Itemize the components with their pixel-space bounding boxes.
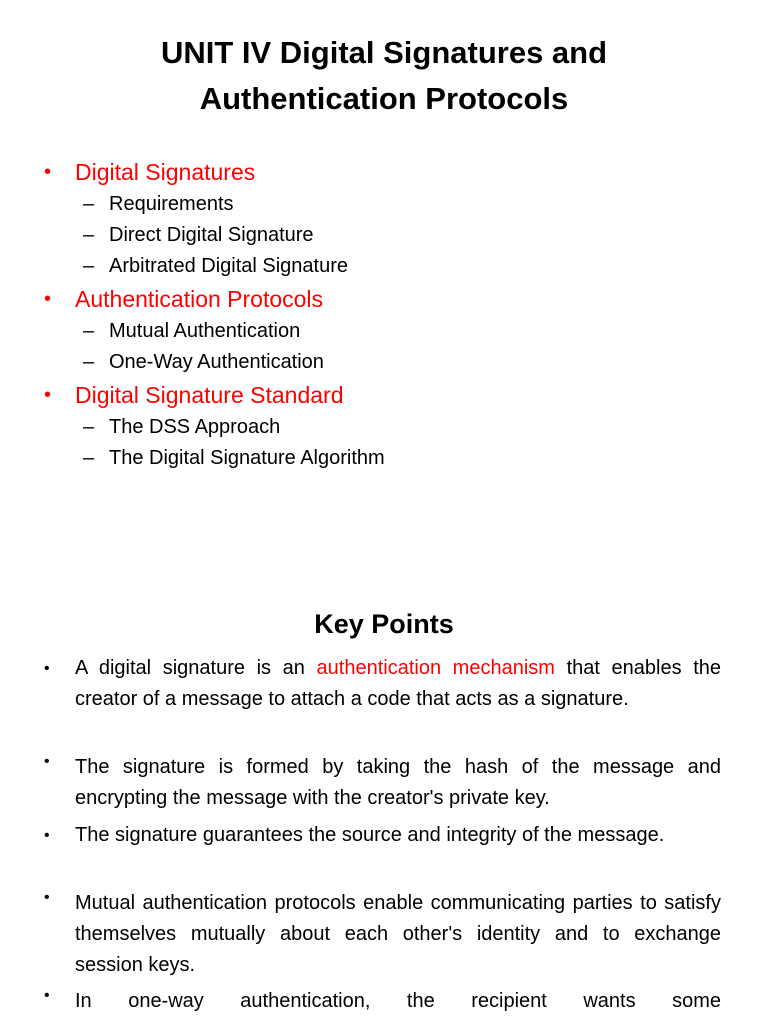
slide-title: [0, 30, 768, 122]
topic-heading: Authentication Protocols: [75, 286, 324, 312]
dash-icon: –: [83, 320, 95, 342]
dash-icon: –: [83, 351, 95, 373]
outline-subitem: [0, 251, 768, 282]
slide-title-line-2: Authentication Protocols: [199, 81, 569, 116]
subitem-label: The Digital Signature Algorithm: [109, 447, 385, 469]
subitem-label: Requirements: [109, 193, 234, 215]
dash-icon: –: [83, 447, 95, 469]
outline-subitem: [0, 412, 768, 443]
outline-topic-digital-signatures: [0, 155, 768, 189]
key-points-title: Key Points: [314, 609, 454, 639]
bullet-icon: •: [44, 827, 50, 844]
topic-heading: Digital Signature Standard: [75, 382, 344, 408]
dash-icon: –: [83, 416, 95, 438]
key-point-item: [44, 986, 721, 1017]
bullet-icon: •: [44, 889, 50, 906]
key-point-text: that enables the creator of a message to attach a code that acts as a signature.: [75, 657, 722, 710]
outline-subitem: [0, 316, 768, 347]
topic-heading: Digital Signatures: [75, 159, 256, 185]
outline-subitem: [0, 443, 768, 474]
outline-subitem: [0, 220, 768, 251]
key-point-text: The signature is formed by taking the hash of the message and encrypting the message with the creator's private key.: [75, 756, 721, 809]
dash-icon: –: [83, 255, 95, 277]
key-point-text: The signature guarantees the source and integrity of the message.: [75, 824, 665, 846]
key-point-text: Mutual authentication protocols enable communicating parties to satisfy themselves mutually about each other's identity and to exchange session keys.: [75, 892, 721, 976]
key-point-text: In one-way authentication, the recipient wants some: [75, 990, 721, 1012]
outline-topic-digital-signature-standard: [0, 378, 768, 412]
bullet-icon: •: [44, 161, 52, 183]
outline-subitem: [0, 347, 768, 378]
bullet-icon: •: [44, 987, 50, 1004]
key-point-highlight: authentication mechanism: [316, 657, 555, 679]
outline-subitem: [0, 189, 768, 220]
key-point-item: [44, 888, 721, 981]
key-point-item: [44, 820, 721, 851]
subitem-label: Arbitrated Digital Signature: [109, 255, 349, 277]
outline-topic-authentication-protocols: [0, 282, 768, 316]
subitem-label: Mutual Authentication: [109, 320, 301, 342]
dash-icon: –: [83, 193, 95, 215]
key-point-text: A digital signature is an: [75, 657, 317, 679]
bullet-icon: •: [44, 753, 50, 770]
key-point-item: [44, 653, 722, 715]
topic-outline: [0, 155, 768, 474]
subitem-label: Direct Digital Signature: [109, 224, 314, 246]
key-point-item: [44, 752, 721, 814]
dash-icon: –: [83, 224, 95, 246]
bullet-icon: •: [44, 660, 50, 677]
subitem-label: The DSS Approach: [109, 416, 281, 438]
bullet-icon: •: [44, 288, 52, 310]
subitem-label: One-Way Authentication: [109, 351, 324, 373]
bullet-icon: •: [44, 384, 52, 406]
slide-title-line-1: UNIT IV Digital Signatures and: [160, 35, 608, 70]
